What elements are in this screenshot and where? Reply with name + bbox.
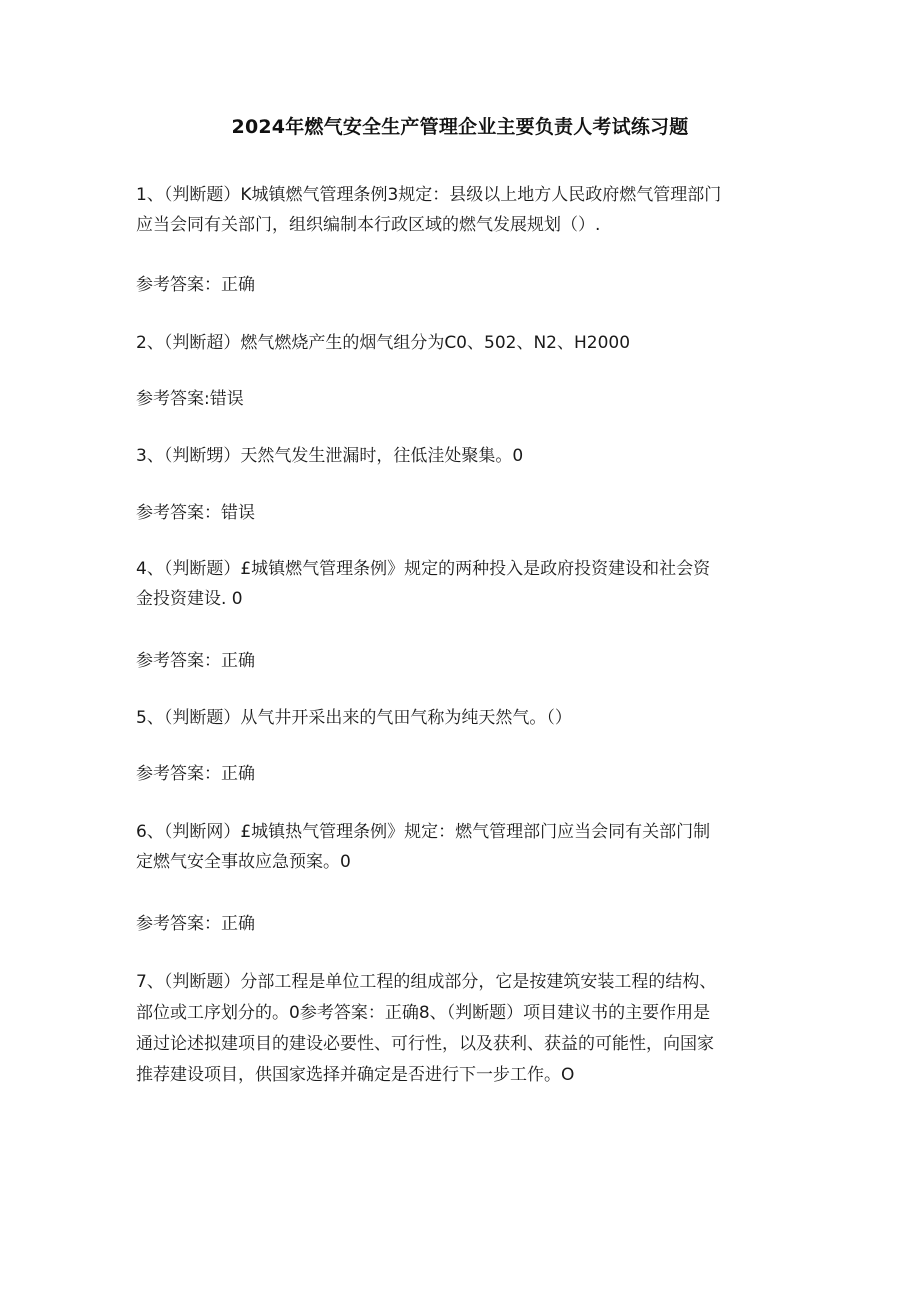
question-1 (136, 180, 786, 240)
question-6-line-1: 6、（判断网）£城镇热气管理条例》规定：燃气管理部门应当会同有关部门制 (136, 822, 711, 842)
question-4-line-1: 4、（判断题）£城镇燃气管理条例》规定的两种投入是政府投资建设和社会资 (136, 559, 711, 579)
answer-3: 参考答案：错误 (136, 503, 255, 523)
answer-6: 参考答案：正确 (136, 914, 255, 934)
question-3-line-1: 3、（判断甥）天然气发生泄漏时，往低洼处聚集。0 (136, 446, 524, 466)
question-5-line-1: 5、（判断题）从气井开采出来的气田气称为纯天然气。（） (136, 708, 572, 728)
question-6-line-2: 定燃气安全事故应急预案。0 (136, 852, 351, 872)
question-4-line-2: 金投资建设. 0 (136, 589, 243, 609)
question-7-line-3: 通过论述拟建项目的建设必要性、可行性，以及获利、获益的可能性，向国家 (136, 1034, 714, 1054)
answer-4: 参考答案：正确 (136, 651, 255, 671)
question-7-line-4: 推荐建设项目，供国家选择并确定是否进行下一步工作。O (136, 1065, 575, 1085)
question-7 (136, 967, 786, 1091)
question-6 (136, 817, 786, 877)
answer-1: 参考答案：正确 (136, 275, 255, 295)
question-5 (136, 703, 786, 733)
question-7-line-2: 部位或工序划分的。0参考答案：正确8、（判断题）项目建议书的主要作用是 (136, 1003, 711, 1023)
answer-5: 参考答案：正确 (136, 764, 255, 784)
document-title: 2024年燃气安全生产管理企业主要负责人考试练习题 (231, 116, 689, 138)
question-3 (136, 441, 786, 471)
question-7-line-1: 7、（判断题）分部工程是单位工程的组成部分，它是按建筑安装工程的结构、 (136, 972, 717, 992)
question-1-line-1: 1、（判断题）K城镇燃气管理条例3规定：县级以上地方人民政府燃气管理部门 (136, 185, 722, 205)
answer-2: 参考答案:错误 (136, 389, 244, 409)
question-1-line-2: 应当会同有关部门，组织编制本行政区域的燃气发展规划（）. (136, 215, 601, 235)
question-2 (136, 328, 786, 358)
question-4 (136, 554, 786, 614)
question-2-line-1: 2、（判断超）燃气燃烧产生的烟气组分为C0、502、N2、H2000 (136, 333, 631, 353)
